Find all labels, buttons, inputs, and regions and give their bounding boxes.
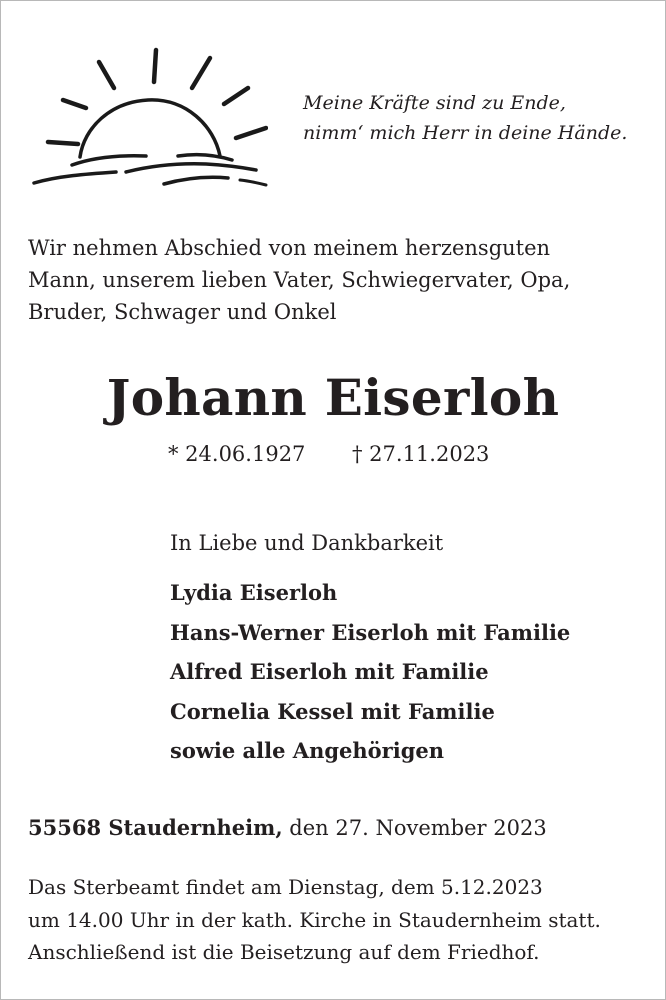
rising-sun-icon (28, 44, 268, 192)
intro-line: Mann, unserem lieben Vater, Schwiegervater, Opa, (28, 268, 571, 292)
mourners-list (170, 573, 570, 771)
notice-line: Das Sterbeamt findet am Dienstag, dem 5.12.2023 (28, 875, 543, 899)
town: 55568 Staudernheim, (28, 815, 283, 840)
intro-text (28, 232, 648, 328)
motto-verse (303, 88, 653, 148)
mourner-name: Cornelia Kessel mit Familie (170, 698, 495, 724)
notice-line: um 14.00 Uhr in der kath. Kirche in Staudernheim statt. (28, 907, 601, 932)
death-date: † 27.11.2023 (352, 442, 490, 466)
birth-date: * 24.06.1927 (168, 442, 306, 466)
notice-line: Anschließend ist die Beisetzung auf dem Friedhof. (28, 940, 540, 964)
motto-line: nimm‘ mich Herr in deine Hände. (303, 122, 628, 144)
mourner-name: Alfred Eiserloh mit Familie (170, 659, 489, 684)
place-and-date (28, 812, 547, 844)
mourner-name: Hans-Werner Eiserloh mit Familie (170, 619, 571, 645)
intro-line: Wir nehmen Abschied von meinem herzensguten (28, 236, 551, 260)
dateline: den 27. November 2023 (282, 816, 547, 840)
funeral-notice (28, 871, 601, 969)
thanks-line: In Liebe und Dankbarkeit (170, 531, 444, 555)
mourner-name: sowie alle Angehörigen (170, 738, 445, 763)
motto-line: Meine Kräfte sind zu Ende, (303, 92, 566, 114)
mourner-name: Lydia Eiserloh (170, 580, 338, 605)
deceased-name: Johann Eiserloh (106, 368, 560, 427)
intro-line: Bruder, Schwager und Onkel (28, 300, 337, 324)
